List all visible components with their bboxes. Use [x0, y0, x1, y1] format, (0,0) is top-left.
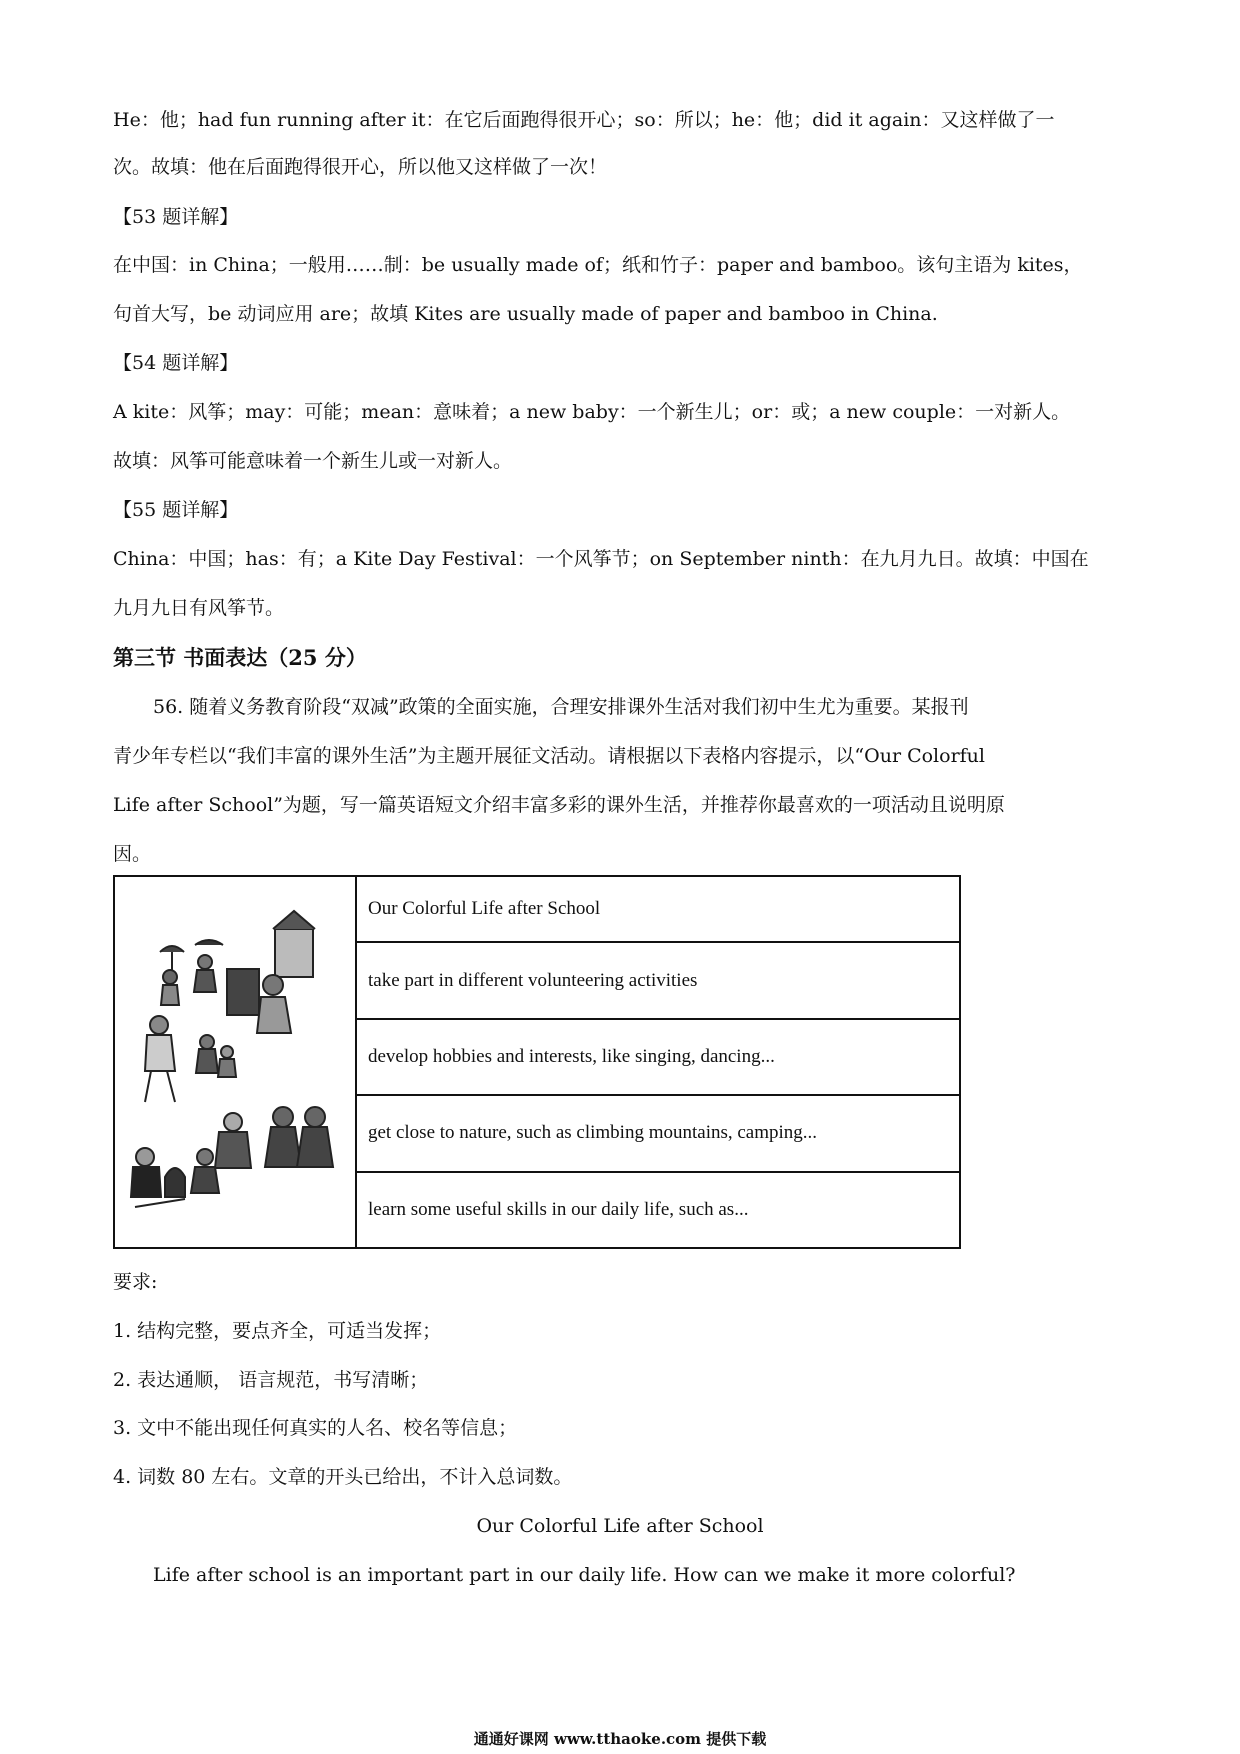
requirement-item: 2. 表达通顺， 语言规范，书写清晰；	[113, 1369, 429, 1391]
explanation-line: 次。故填：他在后面跑得很开心，所以他又这样做了一次！	[113, 156, 608, 178]
question-56-line: Life after School”为题，写一篇英语短文介绍丰富多彩的课外生活，并推荐你最喜欢的一项活动且说明原	[113, 794, 1005, 816]
question-56-line: 因。	[113, 843, 152, 865]
prompt-table	[113, 875, 961, 1249]
activities-illustration-icon	[115, 877, 355, 1241]
essay-opening: Life after school is an important part in our daily life. How can we make it more colorful?	[153, 1564, 1016, 1586]
q53-line: 在中国：in China；一般用……制：be usually made of；纸和竹子：paper and bamboo。该句主语为 kites，	[113, 254, 1083, 276]
table-row: Our Colorful Life after School	[356, 876, 960, 942]
q54-header: 【54 题详解】	[113, 352, 239, 374]
q53-header: 【53 题详解】	[113, 206, 239, 228]
section-title: 第三节 书面表达（25 分）	[113, 645, 367, 670]
q53-line: 句首大写，be 动词应用 are；故填 Kites are usually made of paper and bamboo in China.	[113, 303, 938, 325]
q55-line: China：中国；has：有；a Kite Day Festival：一个风筝节；on September ninth：在九月九日。故填：中国在	[113, 548, 1089, 570]
requirement-item: 1. 结构完整，要点齐全，可适当发挥；	[113, 1320, 442, 1342]
table-row: take part in different volunteering activities	[356, 942, 960, 1018]
table-row: develop hobbies and interests, like singing, dancing...	[356, 1019, 960, 1095]
question-56-line: 青少年专栏以“我们丰富的课外生活”为主题开展征文活动。请根据以下表格内容提示，以“Our Colorful	[113, 745, 985, 767]
q54-line: A kite：风筝；may：可能；mean：意味着；a new baby：一个新生儿；or：或；a new couple：一对新人。	[113, 401, 1071, 423]
footer-watermark: 通通好课网 www.tthaoke.com 提供下载	[473, 1730, 767, 1748]
requirements-label: 要求:	[113, 1271, 158, 1293]
question-56-line: 56. 随着义务教育阶段“双减”政策的全面实施，合理安排课外生活对我们初中生尤为重要。某报刊	[153, 696, 969, 718]
table-row: learn some useful skills in our daily life, such as...	[356, 1172, 960, 1248]
table-row: get close to nature, such as climbing mountains, camping...	[356, 1095, 960, 1171]
q55-header: 【55 题详解】	[113, 499, 239, 521]
activities-illustration	[114, 876, 356, 1248]
requirement-item: 3. 文中不能出现任何真实的人名、校名等信息；	[113, 1417, 518, 1439]
requirement-item: 4. 词数 80 左右。文章的开头已给出，不计入总词数。	[113, 1466, 573, 1488]
q55-line: 九月九日有风筝节。	[113, 597, 285, 619]
q54-line: 故填：风筝可能意味着一个新生儿或一对新人。	[113, 450, 513, 472]
explanation-line: He：他；had fun running after it：在它后面跑得很开心；so：所以；he：他；did it again：又这样做了一	[113, 109, 1055, 131]
essay-title: Our Colorful Life after School	[476, 1515, 764, 1537]
